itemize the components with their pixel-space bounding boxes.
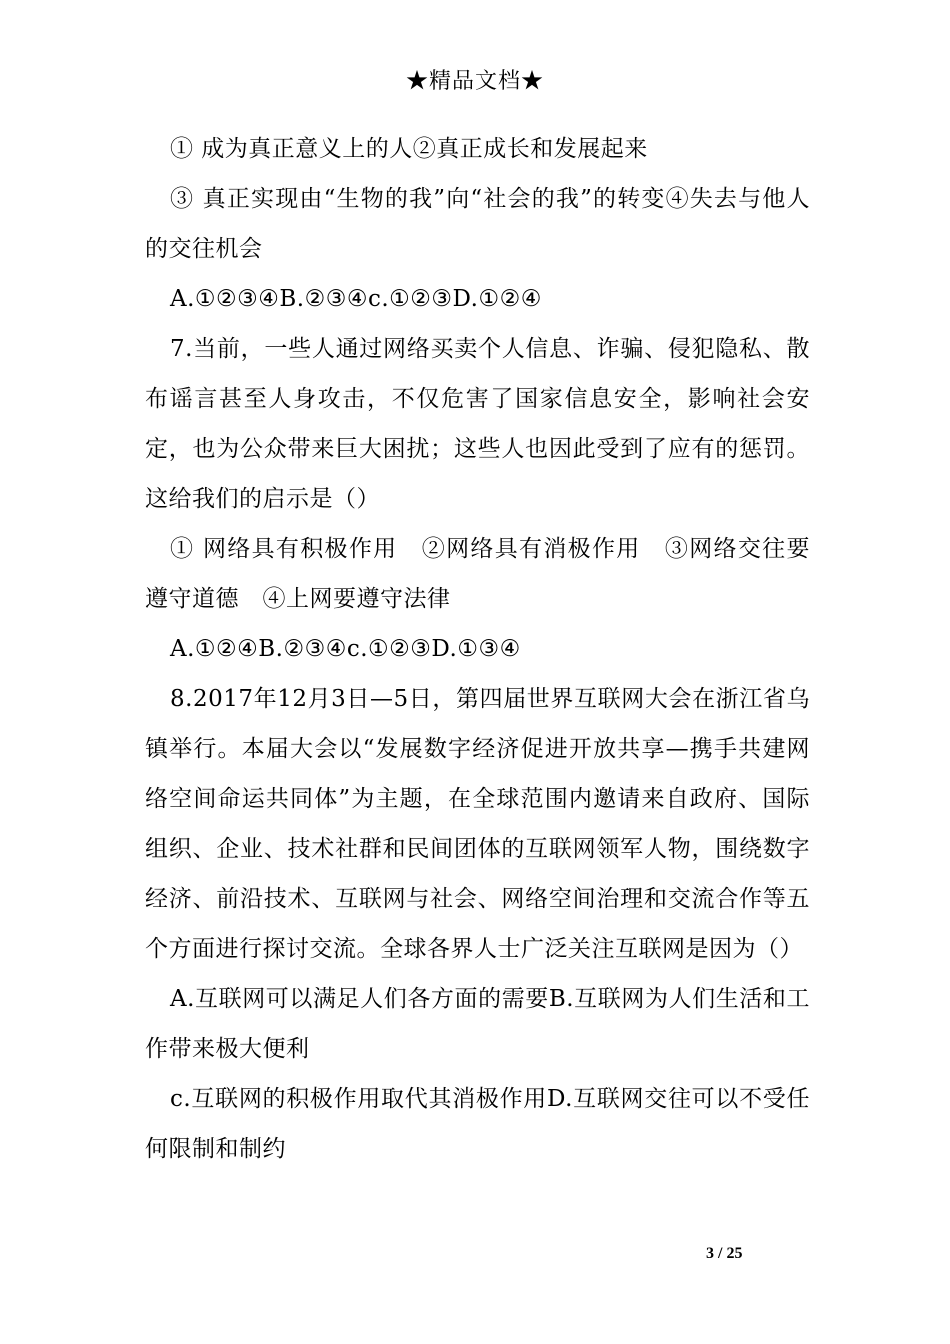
question-7: 7.当前，一些人通过网络买卖个人信息、诈骗、侵犯隐私、散布谣言甚至人身攻击，不仅危害了国家信息安全，影响社会安定，也为公众带来巨大困扰；这些人也因此受到了应有的惩罚。这给我们的启示是（）: [145, 336, 810, 512]
option-statements-line-1: ① 成为真正意义上的人②真正成长和发展起来: [170, 136, 648, 162]
answer-choices-q8-ab: A.互联网可以满足人们各方面的需要B.互联网为人们生活和工作带来极大便利: [145, 986, 810, 1062]
answer-choices-q8-cd: c.互联网的积极作用取代其消极作用D.互联网交往可以不受任何限制和制约: [145, 1086, 810, 1162]
option-statements-line-2: ③ 真正实现由“生物的我”向“社会的我”的转变④失去与他人的交往机会: [145, 186, 810, 262]
page-number: 3 / 25: [706, 1245, 743, 1262]
page-header: ★精品文档★: [405, 69, 544, 94]
option-statements-q7: ① 网络具有积极作用 ②网络具有消极作用 ③网络交往要遵守道德 ④上网要遵守法律: [145, 536, 810, 612]
document-body: [145, 124, 810, 1174]
answer-choices-q6: A.①②③④B.②③④c.①②③D.①②④: [170, 286, 542, 312]
answer-choices-q7: A.①②④B.②③④c.①②③D.①③④: [170, 636, 521, 662]
question-8: 8.2017年12月3日—5日，第四届世界互联网大会在浙江省乌镇举行。本届大会以“发展数字经济促进开放共享—携手共建网络空间命运共同体”为主题，在全球范围内邀请来自政府、国际组织、企业、技术社群和民间团体的互联网领军人物，围绕数字经济、前沿技术、互联网与社会、网络空间治理和交流合作等五个方面进行探讨交流。全球各界人士广泛关注互联网是因为（）: [145, 686, 810, 962]
